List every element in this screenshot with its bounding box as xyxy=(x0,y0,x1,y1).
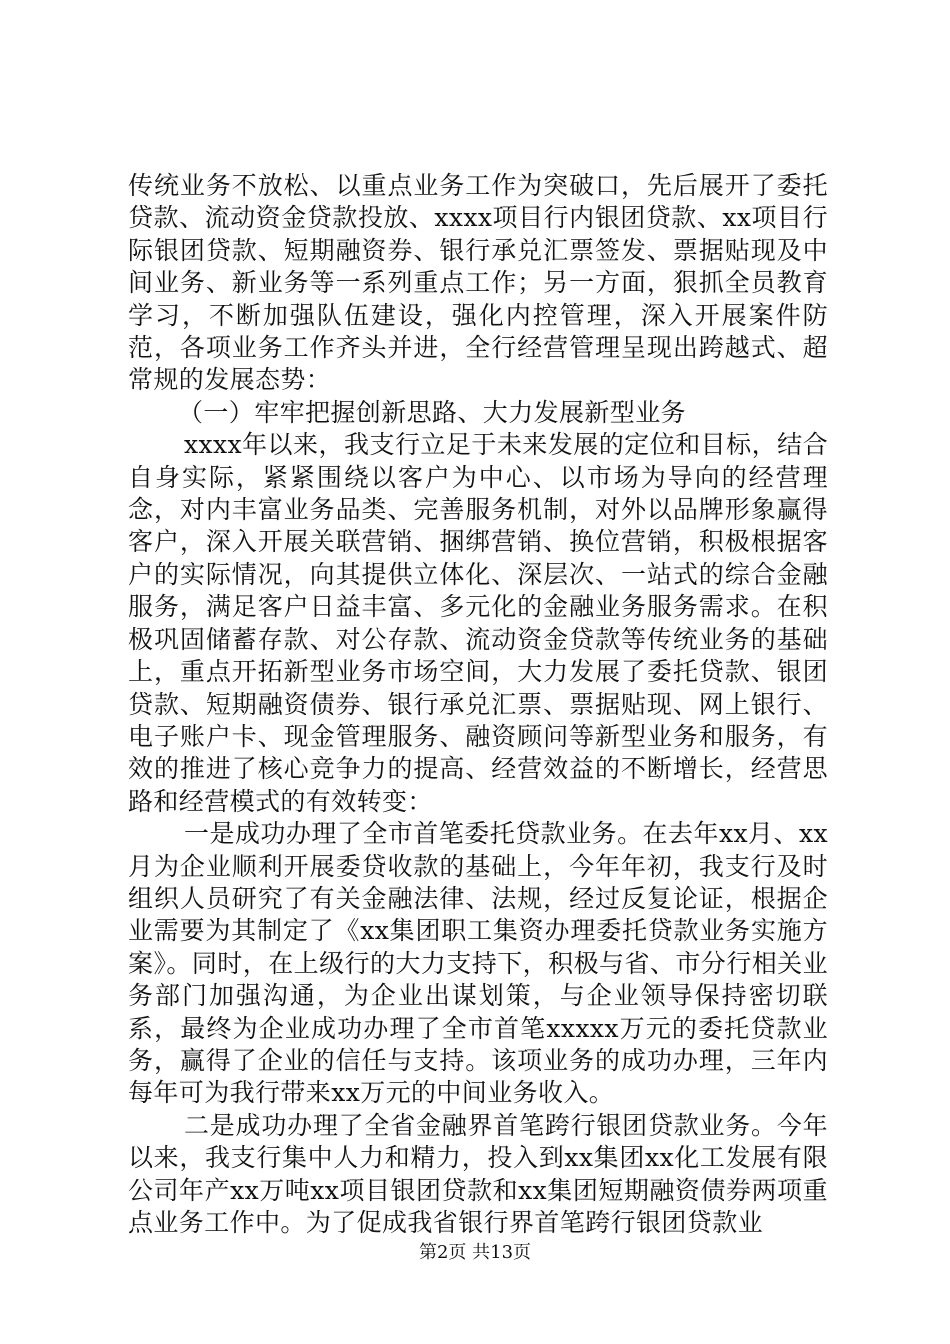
paragraph-item-one: 一是成功办理了全市首笔委托贷款业务。在去年xx月、xx月为企业顺利开展委贷收款的基础上，今年年初，我支行及时组织人员研究了有关金融法律、法规，经过反复论证，根据企业需要为其制定了《xx集团职工集资办理委托贷款业务实施方案》。同时，在上级行的大力支持下，积极与省、市分行相关业务部门加强沟通，为企业出谋划策，与企业领导保持密切联系，最终为企业成功办理了全市首笔xxxxx万元的委托贷款业务，赢得了企业的信任与支持。该项业务的成功办理，三年内每年可为我行带来xx万元的中间业务收入。 xyxy=(128,819,828,1108)
section-heading: （一）牢牢把握创新思路、大力发展新型业务 xyxy=(178,397,687,427)
page-footer: 第2页 共13页 xyxy=(418,1242,532,1263)
paragraph-continuation: 传统业务不放松、以重点业务工作为突破口，先后展开了委托贷款、流动资金贷款投放、xxxx项目行内银团贷款、xx项目行际银团贷款、短期融资券、银行承兑汇票签发、票据贴现及中间业务、新业务等一系列重点工作；另一方面，狠抓全员教育学习，不断加强队伍建设，强化内控管理，深入开展案件防范，各项业务工作齐头并进，全行经营管理呈现出跨越式、超常规的发展态势： xyxy=(128,171,828,395)
paragraph-item-two: 二是成功办理了全省金融界首笔跨行银团贷款业务。今年以来，我支行集中人力和精力，投入到xx集团xx化工发展有限公司年产xx万吨xx项目银团贷款和xx集团短期融资债券两项重点业务工作中。为了促成我省银行界首笔跨行银团贷款业 xyxy=(128,1110,828,1237)
paragraph-overview: xxxx年以来，我支行立足于未来发展的定位和目标，结合自身实际，紧紧围绕以客户为中心、以市场为导向的经营理念，对内丰富业务品类、完善服务机制，对外以品牌形象赢得客户，深入开展关联营销、捆绑营销、换位营销，积极根据客户的实际情况，向其提供立体化、深层次、一站式的综合金融服务，满足客户日益丰富、多元化的金融业务服务需求。在积极巩固储蓄存款、对公存款、流动资金贷款等传统业务的基础上，重点开拓新型业务市场空间，大力发展了委托贷款、银团贷款、短期融资债券、银行承兑汇票、票据贴现、网上银行、电子账户卡、现金管理服务、融资顾问等新型业务和服务，有效的推进了核心竞争力的提高、经营效益的不断增长，经营思路和经营模式的有效转变： xyxy=(128,430,828,816)
document-body xyxy=(128,170,828,1239)
